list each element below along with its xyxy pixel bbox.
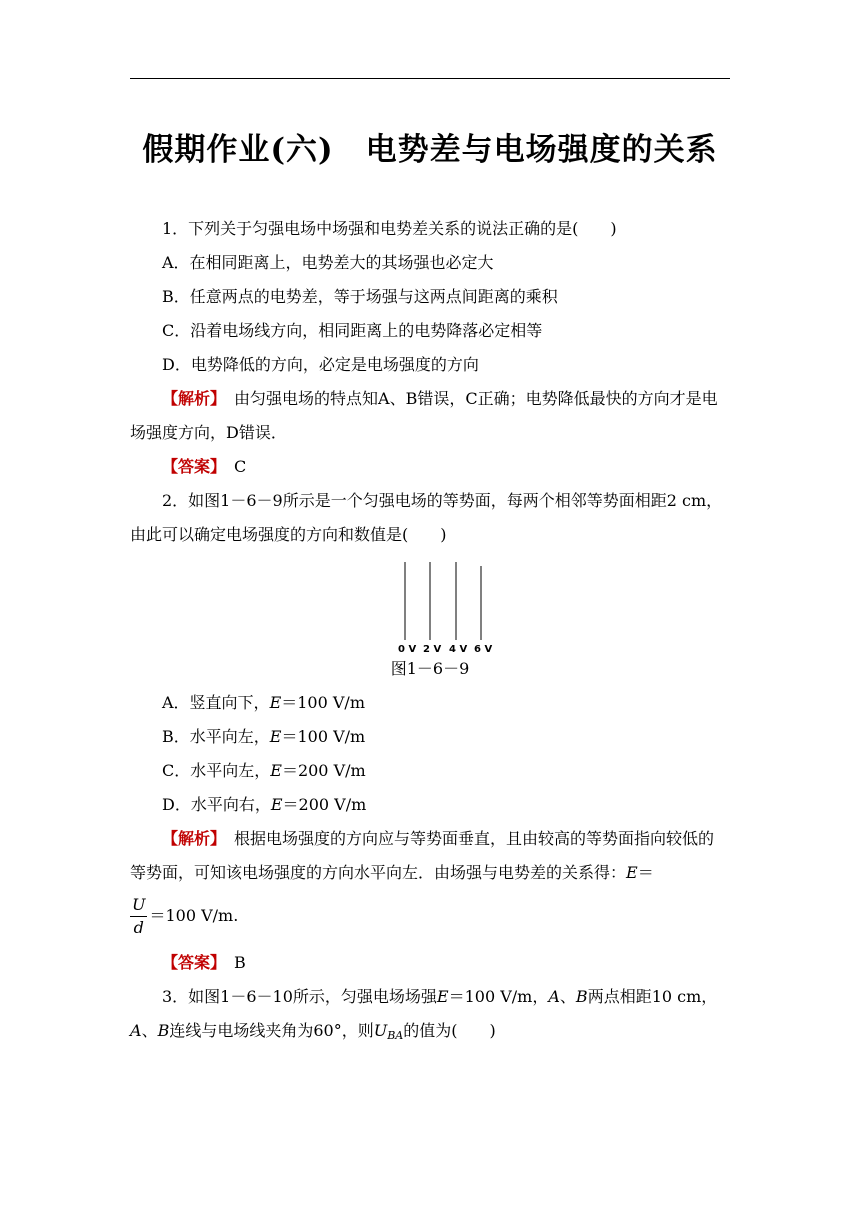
q2-option-b bbox=[130, 720, 730, 754]
q3-text-2: ＝100 V/m， bbox=[448, 987, 549, 1006]
q3-var-b: B bbox=[575, 987, 588, 1006]
q2-formula bbox=[130, 886, 730, 946]
q1-option-c: C．沿着电场线方向，相同距离上的电势降落必定相等 bbox=[162, 321, 543, 340]
q2-analysis bbox=[130, 822, 730, 890]
q3-var-u: U bbox=[373, 1021, 388, 1040]
q2-option-a-var: E bbox=[269, 693, 282, 712]
header-rule bbox=[130, 78, 730, 79]
fraction-denominator: d bbox=[133, 917, 144, 937]
q2-option-d-value: ＝200 V/m bbox=[282, 795, 367, 814]
q1-answer-text: C bbox=[218, 457, 247, 476]
q2-option-b-text: B．水平向左， bbox=[162, 727, 270, 746]
q1-option-a: A．在相同距离上，电势差大的其场强也必定大 bbox=[162, 253, 494, 272]
q3-text-1: 3．如图1－6－10所示，匀强电场场强 bbox=[162, 987, 437, 1006]
q3-text-5: 、 bbox=[141, 1021, 158, 1040]
q2-option-a-value: ＝100 V/m bbox=[281, 693, 365, 712]
answer-tag: 【答案】 bbox=[162, 953, 219, 972]
page-title: 假期作业(六) 电势差与电场强度的关系 bbox=[142, 132, 718, 168]
q2-option-d-var: E bbox=[270, 795, 283, 814]
q1-stem: 1．下列关于匀强电场中场强和电势差关系的说法正确的是( ) bbox=[162, 219, 617, 238]
q3-var-b2: B bbox=[157, 1021, 170, 1040]
fraction-u-over-d bbox=[130, 894, 147, 939]
q2-answer bbox=[130, 946, 730, 980]
q3-var-e: E bbox=[436, 987, 449, 1006]
equipotential-lines-svg bbox=[130, 560, 730, 654]
fraction-numerator: U bbox=[130, 894, 147, 917]
q2-option-c-value: ＝200 V/m bbox=[281, 761, 366, 780]
label-6v: 6 V bbox=[474, 644, 493, 654]
q1-option-b: B．任意两点的电势差，等于场强与这两点间距离的乘积 bbox=[162, 287, 558, 306]
q2-analysis-text: 根据电场强度的方向应与等势面垂直，且由较高的等势面指向较低的等势面，可知该电场强度的方向水平向左．由场强与电势差的关系得： bbox=[130, 829, 715, 882]
q2-option-b-var: E bbox=[269, 727, 282, 746]
q3-var-a: A bbox=[548, 987, 560, 1006]
q3-var-a2: A bbox=[130, 1021, 142, 1040]
q2-option-a bbox=[130, 686, 730, 720]
document-body bbox=[130, 212, 730, 1048]
q2-option-b-value: ＝100 V/m bbox=[281, 727, 366, 746]
analysis-tag: 【解析】 bbox=[162, 389, 219, 408]
q1-answer bbox=[130, 450, 730, 484]
q2-analysis-eq: ＝ bbox=[637, 863, 654, 882]
q1-analysis bbox=[130, 382, 730, 450]
q2-option-c-text: C．水平向左， bbox=[162, 761, 271, 780]
label-0v: 0 V bbox=[398, 644, 417, 654]
q2-option-a-text: A．竖直向下， bbox=[162, 693, 270, 712]
figure-caption: 图1－6－9 bbox=[390, 659, 470, 678]
q3-text-7: 的值为( ) bbox=[403, 1021, 496, 1040]
formula-result: ＝100 V/m. bbox=[149, 906, 239, 925]
q2-option-c-var: E bbox=[270, 761, 282, 780]
q1-analysis-text: 由匀强电场的特点知A、B错误，C正确；电势降低最快的方向才是电场强度方向，D错误． bbox=[130, 389, 718, 442]
q2-analysis-var: E bbox=[626, 863, 638, 882]
q2-option-c bbox=[130, 754, 730, 788]
q2-answer-text: B bbox=[218, 953, 246, 972]
answer-tag: 【答案】 bbox=[162, 457, 219, 476]
q1-option-d: D．电势降低的方向，必定是电场强度的方向 bbox=[162, 355, 479, 374]
q3-text-6: 连线与电场线夹角为60°，则 bbox=[169, 1021, 374, 1040]
q3-subscript-ba: BA bbox=[387, 1029, 404, 1042]
q3-text-4: 两点相距10 cm， bbox=[587, 987, 718, 1006]
q3-stem bbox=[130, 980, 730, 1048]
q2-option-d-text: D．水平向右， bbox=[162, 795, 271, 814]
equipotential-figure bbox=[130, 560, 730, 654]
label-4v: 4 V bbox=[449, 644, 468, 654]
q2-stem: 2．如图1－6－9所示是一个匀强电场的等势面，每两个相邻等势面相距2 cm，由此可以确定电场强度的方向和数值是( ) bbox=[130, 491, 723, 544]
label-2v: 2 V bbox=[423, 644, 442, 654]
analysis-tag: 【解析】 bbox=[162, 829, 219, 848]
q2-option-d bbox=[130, 788, 730, 822]
q3-text-3: 、 bbox=[559, 987, 576, 1006]
